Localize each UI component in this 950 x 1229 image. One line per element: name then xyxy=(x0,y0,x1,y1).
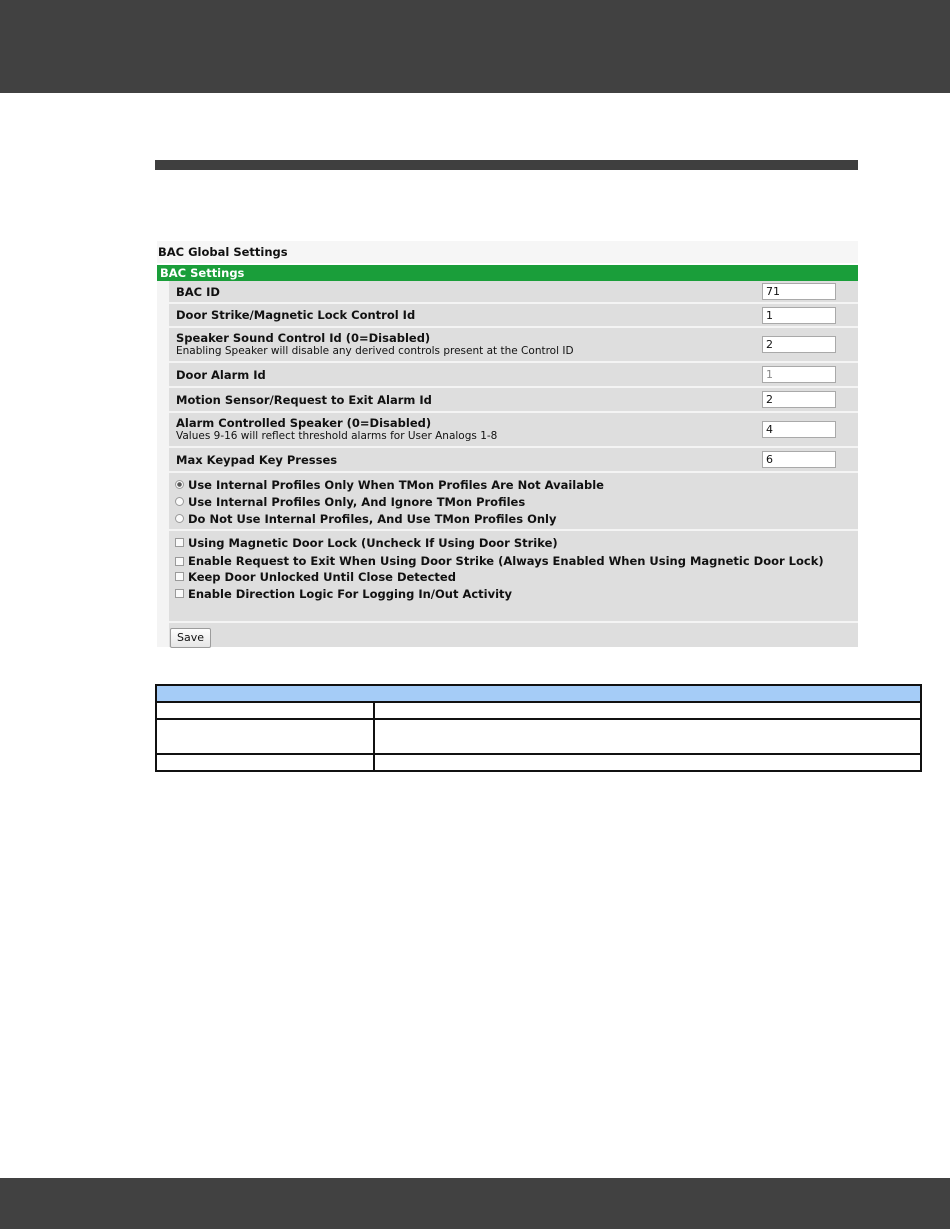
door-strike-control-input[interactable] xyxy=(762,307,836,324)
title-rule xyxy=(155,160,858,170)
top-band xyxy=(0,0,950,93)
checkbox-option[interactable]: Enable Direction Logic For Logging In/Out Activity xyxy=(175,586,850,603)
page-heading: BAC Global Settings xyxy=(157,241,858,263)
speaker-sound-control-input[interactable] xyxy=(762,336,836,353)
speaker-sound-control-row xyxy=(157,328,858,363)
table-cell xyxy=(156,702,374,719)
profile-option[interactable]: Do Not Use Internal Profiles, And Use TMon Profiles Only xyxy=(175,511,850,528)
table-row xyxy=(156,702,921,719)
motion-sensor-row xyxy=(157,388,858,413)
bottom-band xyxy=(0,1178,950,1229)
field-label: Door Alarm Id xyxy=(176,367,266,382)
checkbox-icon[interactable] xyxy=(175,538,184,547)
door-strike-control-row xyxy=(157,304,858,328)
save-row xyxy=(157,623,858,647)
max-keypad-input[interactable] xyxy=(762,451,836,468)
checkbox-icon[interactable] xyxy=(175,557,184,566)
door-alarm-row xyxy=(157,363,858,388)
bac-id-input[interactable] xyxy=(762,283,836,300)
door-alarm-input xyxy=(762,366,836,383)
section-header: BAC Settings xyxy=(157,265,858,281)
field-hint: Values 9-16 will reflect threshold alarms for User Analogs 1-8 xyxy=(176,430,498,442)
motion-sensor-input[interactable] xyxy=(762,391,836,408)
table-cell xyxy=(156,754,374,771)
field-label: Max Keypad Key Presses xyxy=(176,452,338,467)
table-cell xyxy=(374,719,921,754)
info-table xyxy=(155,684,922,772)
checkbox-icon[interactable] xyxy=(175,572,184,581)
radio-icon[interactable] xyxy=(175,514,184,523)
profile-option[interactable]: Use Internal Profiles Only When TMon Profiles Are Not Available xyxy=(175,477,850,494)
checkbox-option[interactable]: Enable Request to Exit When Using Door Strike (Always Enabled When Using Magnetic Door Lock) xyxy=(175,554,850,568)
table-header-row xyxy=(156,685,921,702)
checkbox-option[interactable]: Keep Door Unlocked Until Close Detected xyxy=(175,569,850,586)
table-cell xyxy=(374,702,921,719)
field-label: BAC ID xyxy=(176,284,220,299)
checkbox-option[interactable]: Using Magnetic Door Lock (Uncheck If Using Door Strike) xyxy=(175,535,850,552)
table-header-cell xyxy=(156,685,921,702)
door-options-group xyxy=(157,531,858,623)
save-button[interactable]: Save xyxy=(170,628,211,648)
alarm-controlled-speaker-input[interactable] xyxy=(762,421,836,438)
alarm-controlled-speaker-row xyxy=(157,413,858,448)
field-label: Speaker Sound Control Id (0=Disabled) Enabling Speaker will disable any derived controls present at the Control ID xyxy=(169,331,762,358)
max-keypad-row xyxy=(157,448,858,473)
table-row xyxy=(156,754,921,771)
radio-selected-icon[interactable] xyxy=(175,480,184,489)
checkbox-icon[interactable] xyxy=(175,589,184,598)
bac-id-row xyxy=(157,281,858,304)
profile-options-group xyxy=(157,473,858,531)
bac-settings-panel xyxy=(157,241,858,647)
field-label: Motion Sensor/Request to Exit Alarm Id xyxy=(176,392,432,407)
table-cell xyxy=(374,754,921,771)
table-row xyxy=(156,719,921,754)
radio-icon[interactable] xyxy=(175,497,184,506)
field-label: Door Strike/Magnetic Lock Control Id xyxy=(176,308,416,322)
table-cell xyxy=(156,719,374,754)
field-label: Alarm Controlled Speaker (0=Disabled) Values 9-16 will reflect threshold alarms for User Analogs 1-8 xyxy=(169,416,762,443)
profile-option[interactable]: Use Internal Profiles Only, And Ignore TMon Profiles xyxy=(175,494,850,511)
field-hint: Enabling Speaker will disable any derived controls present at the Control ID xyxy=(176,345,574,357)
